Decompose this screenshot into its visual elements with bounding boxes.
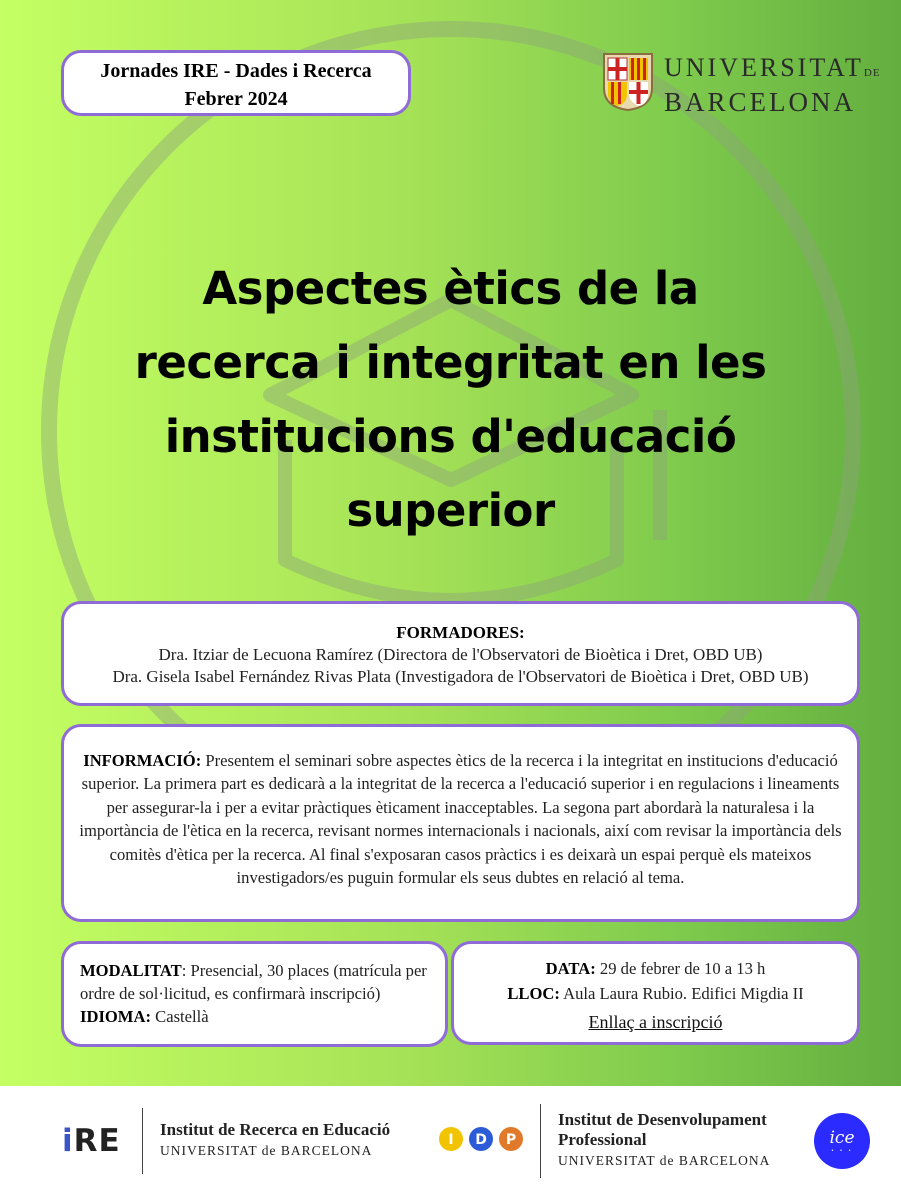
place-value: Aula Laura Rubio. Edifici Migdia II — [559, 984, 804, 1003]
ice-logo-text: ice — [829, 1128, 855, 1148]
idp-logo — [438, 1126, 524, 1152]
language-value: Castellà — [150, 1007, 209, 1026]
university-name-de: DE — [863, 67, 881, 79]
footer — [0, 1086, 901, 1200]
ire-logo — [62, 1123, 121, 1159]
title-line-4: superior — [346, 484, 555, 537]
event-series: Jornades IRE - Dades i Recerca — [100, 60, 372, 82]
idp-logo-p: P — [505, 1132, 517, 1148]
language-label: IDIOMA: — [80, 1007, 151, 1026]
title-line-2: recerca i integritat en les — [134, 336, 767, 389]
ire-logo-text: RE — [73, 1123, 121, 1159]
information-box — [61, 724, 860, 922]
ire-university: UNIVERSITAT de BARCELONA — [160, 1143, 373, 1158]
place-label: LLOC: — [507, 984, 560, 1003]
title-line-3: institucions d'educació — [164, 410, 737, 463]
registration-link[interactable]: Enllaç a inscripció — [588, 1012, 723, 1032]
idp-name-line2: Professional — [558, 1130, 647, 1149]
divider — [540, 1104, 541, 1178]
page-title — [60, 252, 841, 548]
schedule-box — [451, 941, 860, 1045]
ire-logo-i: i — [62, 1123, 74, 1159]
trainer-1: Dra. Itziar de Lecuona Ramírez (Directora de l'Observatori de Bioètica i Dret, OBD UB) — [158, 645, 763, 664]
information-label: INFORMACIÓ: — [83, 751, 202, 770]
trainer-2: Dra. Gisela Isabel Fernández Rivas Plata (Investigadora de l'Observatori de Bioètica i Dret, OBD UB) — [112, 667, 809, 686]
ire-name: Institut de Recerca en Educació — [160, 1120, 391, 1139]
information-text: Presentem el seminari sobre aspectes ètics de la recerca i la integritat en institucions d'educació superior. La primera part es dedicarà a la integritat de la recerca a l'educació superior i en regulacions i lineaments per assegurar-la i per a evitar pràctiques èticament inacceptables. La segona part abordarà la naturalesa i la importància de l'ètica en la recerca, revisant normes internacionals i nacionals, així com revisar la importància dels comitès d'ètica per la recerca. Al final s'exposaran casos pràctics i es deixarà un espai perquè els mateixos investigadors/es puguin formular els seus dubtes en relació al tema. — [79, 751, 842, 888]
modality-box — [61, 941, 448, 1047]
university-logo — [602, 52, 881, 117]
title-line-1: Aspectes ètics de la — [202, 262, 699, 315]
idp-logo-d: D — [475, 1132, 487, 1148]
modality-value: : Presencial, 30 places (matrícula per ordre de sol·licitud, es confirmarà inscripció) — [80, 961, 427, 1003]
trainers-box — [61, 601, 860, 706]
divider — [142, 1108, 143, 1174]
date-value: 29 de febrer de 10 a 13 h — [595, 959, 766, 978]
university-name-line2: BARCELONA — [664, 87, 857, 117]
ice-logo-dots: • • • — [831, 1148, 854, 1154]
modality-label: MODALITAT — [80, 961, 182, 980]
idp-name-line1: Institut de Desenvolupament — [558, 1110, 767, 1129]
university-shield-icon — [602, 52, 654, 112]
university-name-line1: UNIVERSITAT — [664, 53, 864, 82]
event-date: Febrer 2024 — [184, 88, 288, 110]
event-series-box — [61, 50, 411, 116]
trainers-header: FORMADORES: — [396, 623, 525, 642]
date-label: DATA: — [545, 959, 596, 978]
ice-logo — [814, 1113, 870, 1169]
idp-university: UNIVERSITAT de BARCELONA — [558, 1153, 771, 1168]
idp-logo-i: I — [448, 1132, 454, 1148]
